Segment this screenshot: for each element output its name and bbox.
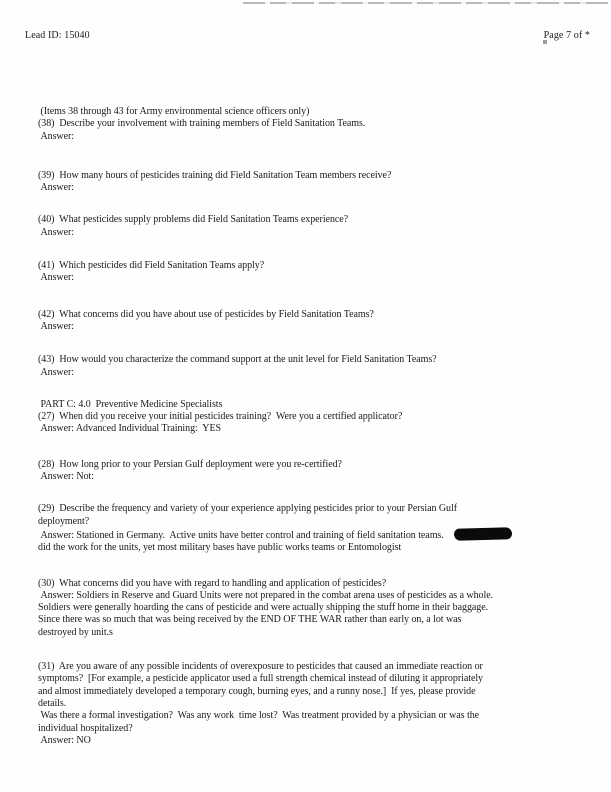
question-40-group <box>38 214 563 239</box>
text-line: Answer: <box>38 226 74 238</box>
text-line: Answer: Stationed in Germany. Active units have better control and training of field sanitation teams. <box>38 528 563 542</box>
text-line: (30) What concerns did you have with regard to handling and application of pesticides? <box>38 577 387 589</box>
document-body <box>38 0 563 747</box>
question-38-group <box>38 106 563 143</box>
text-line: (27) When did you receive your initial pesticides training? Were you a certified applicator? <box>38 411 403 423</box>
question-43-group <box>38 354 563 379</box>
text-line: (41) Which pesticides did Field Sanitation Teams apply? <box>38 260 265 272</box>
page-number-label: Page 7 of * <box>543 30 590 41</box>
text-line: (39) How many hours of pesticides training did Field Sanitation Team members receive? <box>38 169 392 181</box>
text-line: (40) What pesticides supply problems did Field Sanitation Teams experience? <box>38 214 349 226</box>
question-29-group <box>38 503 563 554</box>
text-line: (38) Describe your involvement with training members of Field Sanitation Teams. <box>38 118 366 130</box>
text-line: and almost immediately developed a temporary cough, burning eyes, and a runny nose.] If yes, please provide <box>38 685 476 697</box>
text-line: Answer: Soldiers in Reserve and Guard Units were not prepared in the combat arena uses of pesticides as a whole. <box>38 589 494 601</box>
question-28-group <box>38 459 563 484</box>
question-30-group <box>38 578 563 639</box>
text-line: Soldiers were generally hoarding the cans of pesticide and were actually shipping the stuff home in their baggage. <box>38 602 489 614</box>
text-line: Since there was so much that was being received by the END OF THE WAR rather than early on, a lot was <box>38 614 462 626</box>
text-line: (28) How long prior to your Persian Gulf deployment were you re-certified? <box>38 458 342 470</box>
text-line: (Items 38 through 43 for Army environmental science officers only) <box>38 106 310 117</box>
text-line: Answer: <box>38 320 74 332</box>
text-line: (43) How would you characterize the command support at the unit level for Field Sanitation Teams? <box>38 354 437 366</box>
question-39-group <box>38 170 563 195</box>
text-line: (29) Describe the frequency and variety of your experience applying pesticides prior to your Persian Gulf <box>38 503 457 515</box>
question-31-group <box>38 661 563 747</box>
text-line: (31) Are you aware of any possible incidents of overexposure to pesticides that caused an immediate reaction or <box>38 661 483 673</box>
text-line: Was there a formal investigation? Was any work time lost? Was treatment provided by a physician or was the <box>38 710 480 722</box>
text-line: Answer: Advanced Individual Training: YES <box>38 423 222 435</box>
text-line: Answer: Not: <box>38 471 95 483</box>
question-41-group <box>38 260 563 285</box>
text-line: symptoms? [For example, a pesticide applicator used a full strength chemical instead of diluting it appropriately <box>38 673 484 685</box>
text-line: Answer: <box>38 272 74 284</box>
text-line: PART C: 4.0 Preventive Medicine Specialists <box>38 398 223 410</box>
text-line: (42) What concerns did you have about use of pesticides by Field Sanitation Teams? <box>38 308 374 320</box>
text-line: did the work for the units, yet most military bases have public works teams or Entomologist <box>38 542 402 554</box>
question-42-group <box>38 309 563 334</box>
text-line: Answer: NO <box>38 734 91 746</box>
lead-id-label: Lead ID: 15040 <box>25 30 90 41</box>
redaction-bar <box>454 527 512 541</box>
part-c-question-27-group <box>38 399 563 436</box>
text-line: individual hospitalized? <box>38 722 133 734</box>
text-line: details. <box>38 697 67 709</box>
text-line: deployment? <box>38 515 90 527</box>
text-line: Answer: <box>38 366 74 378</box>
text-line: Answer: <box>38 182 74 194</box>
text-line: Answer: <box>38 130 74 142</box>
text-line: destroyed by unit.s <box>38 626 113 638</box>
